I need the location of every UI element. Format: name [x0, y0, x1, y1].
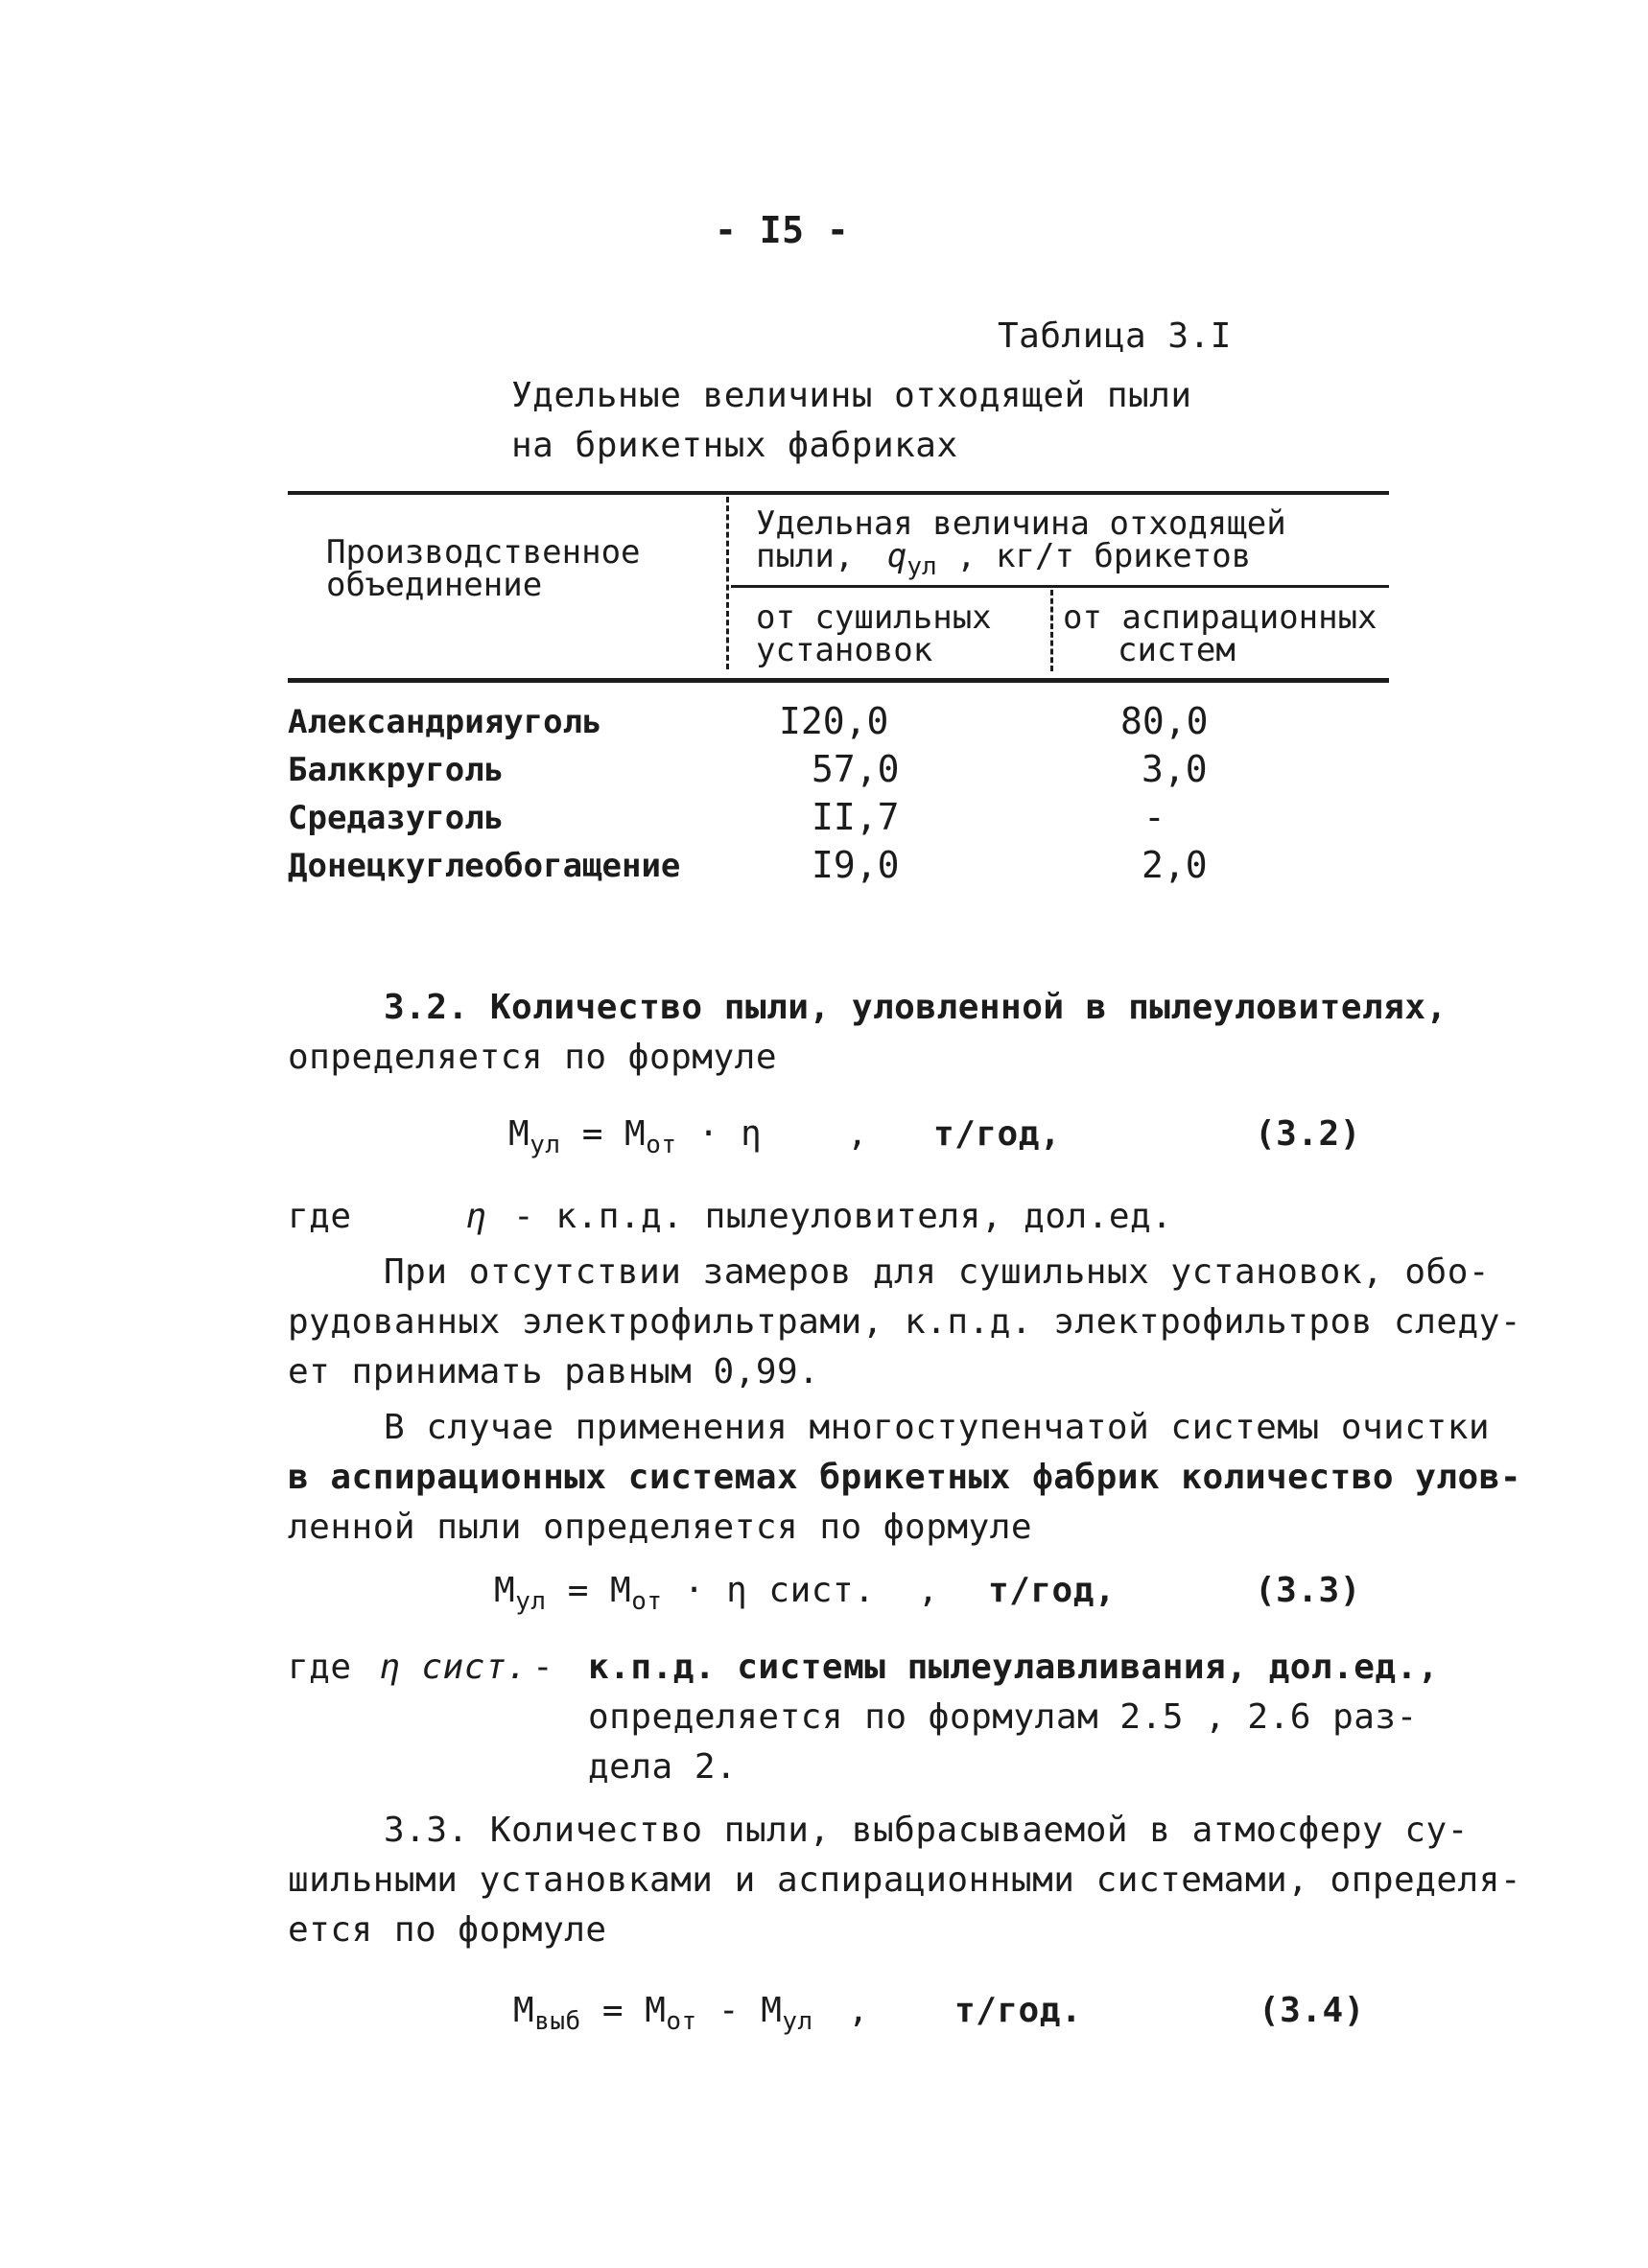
header-col2-line-2: систем	[1118, 631, 1236, 669]
header-org-line-2: объединение	[326, 566, 543, 604]
where-text: - к.п.д. пылеуловителя, дол.ед.	[513, 1197, 1173, 1236]
formula-mid: = М	[581, 1114, 647, 1154]
table-header-bottom-rule	[288, 678, 1389, 683]
row-org: Средазуголь	[288, 799, 505, 837]
header-group-text-b: , кг/т брикетов	[956, 537, 1252, 575]
formula-comma: ,	[847, 1991, 870, 2030]
eta-system-symbol: η сист.	[379, 1648, 529, 1687]
table-divider-sub	[1050, 590, 1053, 671]
s32-para1-line-1: При отсутствии замеров для сушильных установок, обо-	[384, 1252, 1491, 1292]
s32-para2-line-2: в аспирационных системах брикетных фабрик количество улов-	[288, 1458, 1522, 1497]
row-aspiration-value: -	[1143, 796, 1165, 838]
row-org: Александрияуголь	[288, 703, 602, 741]
s33-line-3: ется по формуле	[288, 1910, 607, 1950]
formula-lhs-sub: ул	[530, 1131, 561, 1159]
formula-lhs-sub: ул	[515, 1587, 547, 1616]
formula-tail: · η сист. ,	[683, 1571, 939, 1610]
where2-word: где	[288, 1648, 352, 1687]
eta-symbol: η	[465, 1197, 487, 1236]
table-top-rule	[288, 491, 1389, 495]
where2-line-1: к.п.д. системы пылеулавливания, дол.ед.,	[588, 1648, 1439, 1687]
row-aspiration-value: 3,0	[1142, 748, 1208, 790]
formula-3-2-number: (3.2)	[1255, 1114, 1361, 1154]
formula-mid-sub: от	[631, 1587, 663, 1616]
formula-tail: · η ,	[697, 1114, 869, 1154]
formula-lhs: М	[508, 1114, 530, 1154]
table-divider-main	[726, 497, 729, 669]
s33-line-2: шильными установками и аспирационными системами, определя-	[288, 1860, 1522, 1900]
header-col1-line-2: установок	[756, 631, 933, 669]
where2-line-2: определяется по формулам 2.5 , 2.6 раз-	[588, 1697, 1418, 1737]
formula-3-4-number: (3.4)	[1259, 1991, 1365, 2030]
row-aspiration-value: 2,0	[1142, 844, 1208, 886]
row-org: Балккруголь	[288, 751, 505, 789]
row-dryers-value: I9,0	[812, 844, 900, 886]
s32-line-1: 3.2. Количество пыли, уловленной в пылеуловителях,	[384, 988, 1448, 1027]
formula-3-3-unit: т/год,	[988, 1571, 1117, 1610]
header-symbol-q: q	[886, 537, 907, 575]
row-dryers-value: I20,0	[779, 700, 889, 742]
formula-mid: = М	[601, 1991, 667, 2030]
header-symbol-sub: ул	[906, 552, 937, 581]
page-number: - I5 -	[715, 209, 850, 251]
formula-lhs: М	[513, 1991, 535, 2030]
formula-3-2	[508, 1114, 868, 1159]
formula-mid-sub: от	[646, 1131, 677, 1159]
header-group-line-2	[756, 537, 1251, 581]
s33-line-1: 3.3. Количество пыли, выбрасываемой в атмосферу су-	[384, 1811, 1469, 1850]
formula-tail: - М	[718, 1991, 783, 2030]
formula-lhs-sub: выб	[534, 2007, 581, 2036]
formula-mid: = М	[567, 1571, 632, 1610]
where2-dash: -	[532, 1648, 554, 1687]
table-title-line-2: на брикетных фабриках	[511, 426, 958, 465]
formula-3-3-number: (3.3)	[1255, 1571, 1361, 1610]
row-aspiration-value: 80,0	[1120, 700, 1209, 742]
header-group-line-1: Удельная величина отходящей	[756, 504, 1286, 543]
row-org: Донецкуглеобогащение	[288, 847, 681, 885]
header-col1-line-1: от сушильных	[756, 598, 992, 637]
s32-line-2: определяется по формуле	[288, 1038, 777, 1077]
header-org-line-1: Производственное	[326, 533, 641, 572]
formula-3-3	[494, 1571, 939, 1616]
where2-line-3: дела 2.	[588, 1747, 738, 1787]
row-dryers-value: II,7	[812, 796, 900, 838]
formula-tail-sub: ул	[782, 2007, 813, 2036]
table-title-line-1: Удельные величины отходящей пыли	[511, 376, 1192, 415]
formula-3-4-unit: т/год.	[954, 1991, 1083, 2030]
s32-para1-line-2: рудованных электрофильтрами, к.п.д. электрофильтров следу-	[288, 1302, 1522, 1342]
row-dryers-value: 57,0	[812, 748, 900, 790]
table-subheader-rule	[731, 585, 1389, 588]
table-label: Таблица 3.I	[998, 316, 1232, 356]
formula-lhs: М	[494, 1571, 516, 1610]
formula-mid-sub: от	[666, 2007, 697, 2036]
header-group-text-a: пыли,	[756, 537, 855, 575]
header-col2-line-1: от аспирационных	[1063, 598, 1377, 637]
formula-3-2-unit: т/год,	[933, 1114, 1062, 1154]
s32-para1-line-3: ет принимать равным 0,99.	[288, 1352, 820, 1391]
s32-para2-line-1: В случае применения многоступенчатой системы очистки	[384, 1408, 1491, 1447]
formula-3-4	[513, 1991, 869, 2036]
where-word: где	[288, 1197, 352, 1236]
s32-para2-line-3: ленной пыли определяется по формуле	[288, 1508, 1033, 1547]
